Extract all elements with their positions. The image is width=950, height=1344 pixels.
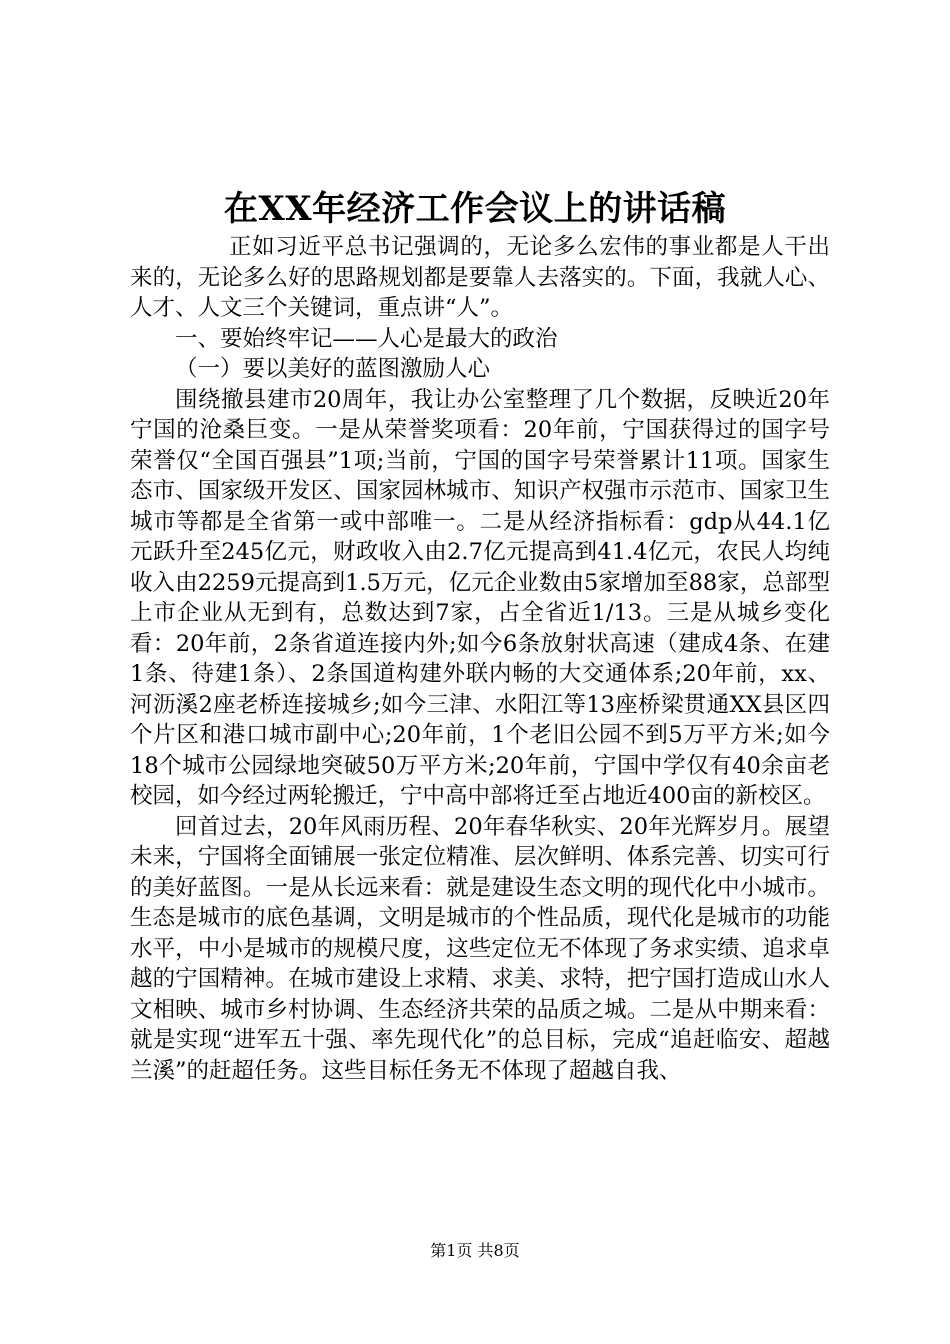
paragraph-blueprint: 回首过去，20年风雨历程、20年春华秋实、20年光辉岁月。展望未来，宁国将全面铺展一张定位精准、层次鲜明、体系完善、切实可行的美好蓝图。一是从长远来看：就是建设生态文明的现代化中小城市。生态是城市的底色基调，文明是城市的个性品质，现代化是城市的功能水平，中小是城市的规模尺度，这些定位无不体现了务求实绩、追求卓越的宁国精神。在城市建设上求精、求美、求特，把宁国打造成山水人文相映、城市乡村协调、生态经济共荣的品质之城。二是从中期来看：就是实现“进军五十强、率先现代化”的总目标，完成“追赶临安、超越兰溪”的赶超任务。这些目标任务无不体现了超越自我、: [130, 813, 830, 1084]
page-footer: 第1页 共8页: [430, 1241, 520, 1260]
paragraph-data-review: 围绕撤县建市20周年，我让办公室整理了几个数据，反映近20年宁国的沧桑巨变。一是从荣誉奖项看：20年前，宁国获得过的国字号荣誉仅“全国百强县”1项;当前，宁国的国字号荣誉累计11项。国家生态市、国家级开发区、国家园林城市、知识产权强市示范市、国家卫生城市等都是全省第一或中部唯一。二是从经济指标看：gdp从44.1亿元跃升至245亿元，财政收入由2.7亿元提高到41.4亿元，农民人均纯收入由2259元提高到1.5万元，亿元企业数由5家增加至88家，总部型上市企业从无到有，总数达到7家，占全省近1/13。三是从城乡变化看：20年前，2条省道连接内外;如今6条放射状高速（建成4条、在建1条、待建1条）、2条国道构建外联内畅的大交通体系;20年前，xx、河沥溪2座老桥连接城乡;如今三津、水阳江等13座桥梁贯通XX县区四个片区和港口城市副中心;20年前，1个老旧公园不到5万平方米;如今18个城市公园绿地突破50万平方米;20年前，宁国中学仅有40余亩老校园，如今经过两轮搬迁，宁中高中部将迁至占地近400亩的新校区。: [130, 386, 830, 809]
document-title: 在XX年经济工作会议上的讲话稿: [223, 189, 727, 229]
document-body: [130, 232, 830, 1086]
section-heading-1: 一、要始终牢记——人心是最大的政治: [175, 325, 558, 352]
subsection-heading-1: （一）要以美好的蓝图激励人心: [175, 356, 491, 382]
paragraph-intro: 正如习近平总书记强调的，无论多么宏伟的事业都是人干出来的，无论多么好的思路规划都是要靠人去落实的。下面，我就人心、人才、人文三个关键词，重点讲“人”。: [130, 234, 830, 321]
